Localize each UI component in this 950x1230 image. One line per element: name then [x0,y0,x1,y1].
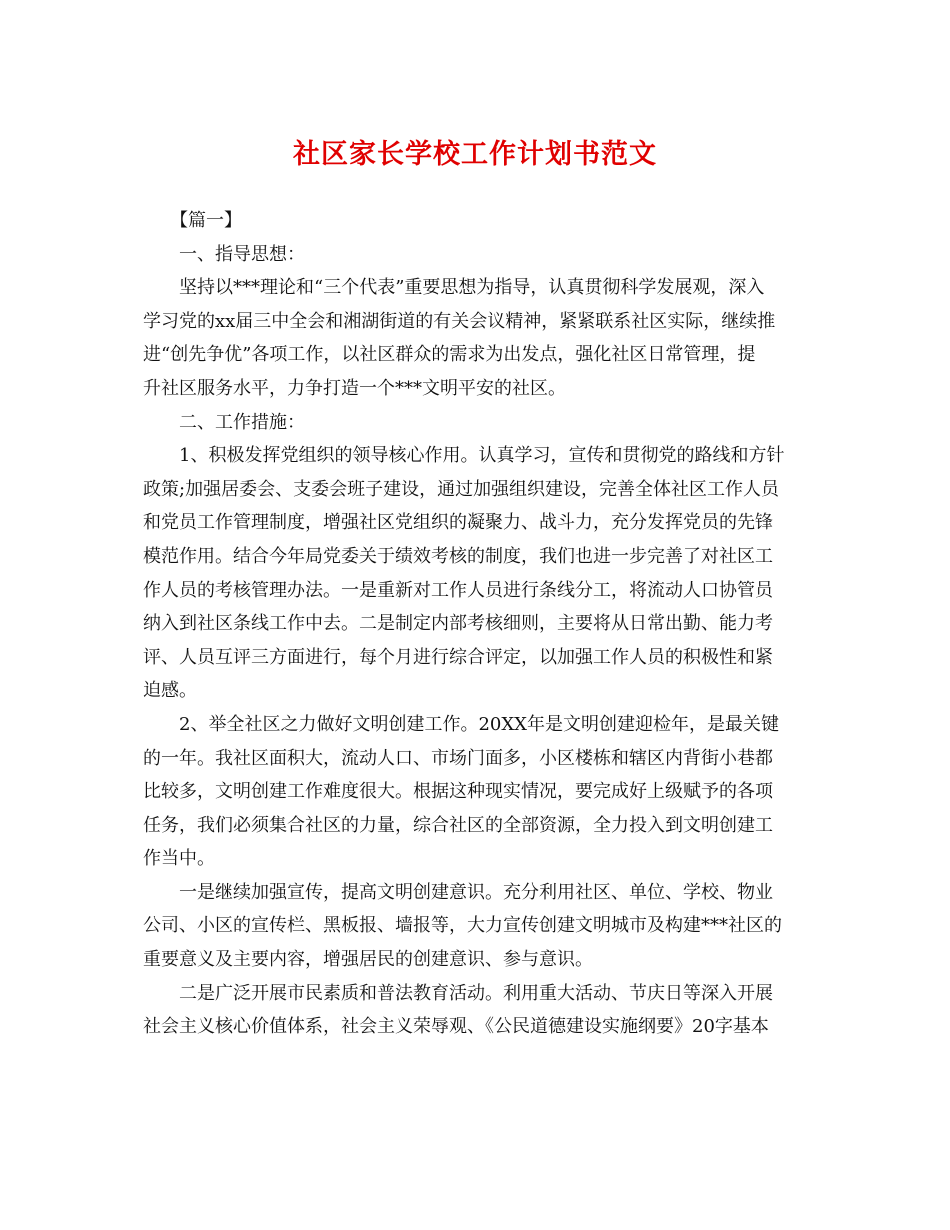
body-line: 比较多，文明创建工作难度很大。根据这种现实情况，要完成好上级赋予的各项 [143,781,773,803]
body-line: 作人员的考核管理办法。一是重新对工作人员进行条线分工，将流动人口协管员 [143,579,773,601]
body-line: 社会主义核心价值体系，社会主义荣辱观、《公民道德建设实施纲要》20字基本 [143,1016,769,1038]
body-line: 重要意义及主要内容，增强居民的创建意识、参与意识。 [143,949,593,971]
body-line: 二、工作措施： [179,411,305,433]
body-line: 公司、小区的宣传栏、黑板报、墙报等，大力宣传创建文明城市及构建***社区的 [143,915,782,937]
body-line: 1、积极发挥党组织的领导核心作用。认真学习，宣传和贯彻党的路线和方针 [179,445,785,467]
body-line: 纳入到社区条线工作中去。二是制定内部考核细则，主要将从日常出勤、能力考 [143,613,773,635]
body-line: 二是广泛开展市民素质和普法教育活动。利用重大活动、节庆日等深入开展 [179,982,773,1004]
body-line: 升社区服务水平，力争打造一个***文明平安的社区。 [143,377,566,399]
section-marker: 【篇一】 [170,210,242,231]
body-line: 学习党的xx届三中全会和湘湖街道的有关会议精神，紧紧联系社区实际，继续推 [143,310,776,332]
body-line: 的一年。我社区面积大，流动人口、市场门面多，小区楼栋和辖区内背街小巷都 [143,747,773,769]
body-line: 一、指导思想： [179,243,305,265]
body-line: 进“创先争优”各项工作，以社区群众的需求为出发点，强化社区日常管理，提 [143,344,756,366]
body-line: 任务，我们必须集合社区的力量，综合社区的全部资源，全力投入到文明创建工 [143,814,773,836]
body-line: 模范作用。结合今年局党委关于绩效考核的制度，我们也进一步完善了对社区工 [143,545,773,567]
body-line: 和党员工作管理制度，增强社区党组织的凝聚力、战斗力，充分发挥党员的先锋 [143,512,773,534]
document-body [143,204,807,1044]
body-line: 2、举全社区之力做好文明创建工作。20XX年是文明创建迎检年，是最关键 [179,713,779,735]
body-line: 评、人员互评三方面进行，每个月进行综合评定，以加强工作人员的积极性和紧 [143,646,773,668]
body-line: 迫感。 [143,680,197,702]
document-title: 社区家长学校工作计划书范文 [293,139,657,170]
body-line: 政策;加强居委会、支委会班子建设，通过加强组织建设，完善全体社区工作人员 [143,478,780,500]
body-line: 一是继续加强宣传，提高文明创建意识。充分利用社区、单位、学校、物业 [179,881,773,903]
body-line: 作当中。 [143,848,215,870]
body-line: 坚持以***理论和“三个代表”重要思想为指导，认真贯彻科学发展观，深入 [179,277,765,299]
